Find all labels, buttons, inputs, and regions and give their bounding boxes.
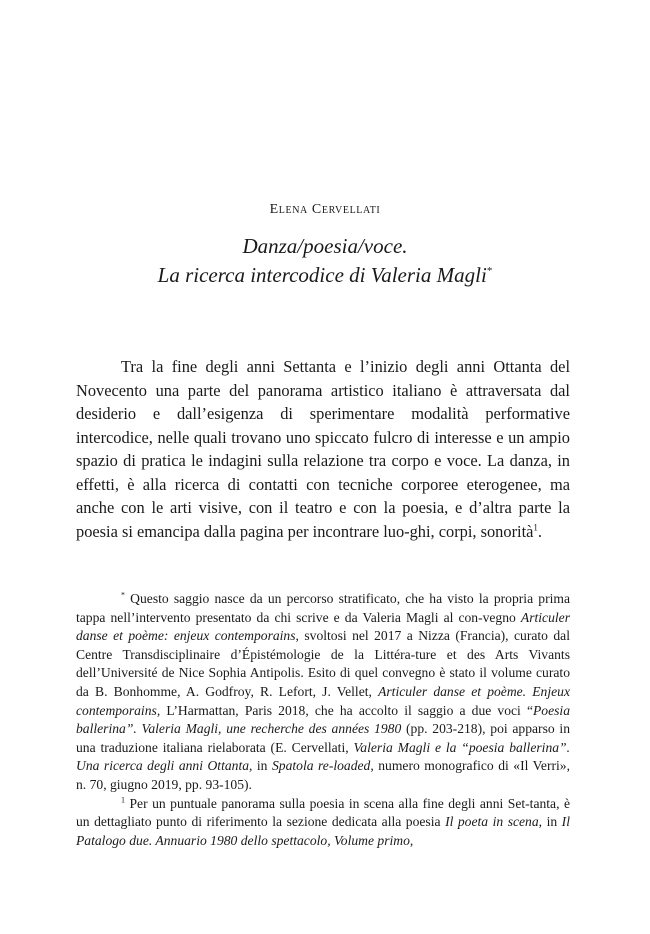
footnote-star-italic-3: Poesia ballerina”. Valeria Magli, une recherche des années 1980 (76, 702, 570, 737)
footnote-star-text-3: , L’Harmattan, Paris 2018, che ha accolto il saggio a due voci “ (156, 702, 533, 718)
footnote-star-text-6: , numero monografico di «Il Verri», n. 70, giugno 2019, pp. 93-105). (76, 758, 570, 792)
footnote-1-marker: 1 (121, 795, 125, 804)
footnote-1-text-2: , in (538, 814, 562, 830)
footnote-star-text-2: , svoltosi nel 2017 a Nizza (Francia), curato dal Centre Transdisciplinaire d’Épistémologie de la Littéra-ture et des Arts Vivants dell’Université de Nice Sophia Antipolis. Esito di quel convegno è stato il volume curato da B. Bonhomme, A. Godfroy, R. Lefort, J. Vellet, (76, 628, 570, 699)
footnote-1-italic-2: Il Patalogo due. Annuario 1980 dello spettacolo, Volume primo (76, 814, 570, 848)
author-name: Elena Cervellati (269, 202, 381, 217)
footnote-star-text-4: (pp. 203-218), poi apparso in una traduzione italiana rielaborata (E. Cervellati, (76, 721, 570, 755)
article-title (0, 232, 650, 290)
footnote-star-italic-1: Articuler danse et poème: enjeux contemporains (76, 609, 570, 644)
body-paragraph-text: Tra la fine degli anni Settanta e l’inizio degli anni Ottanta del Novecento una parte del panorama artistico italiano è attraversata dal desiderio e dall’esigenza di sperimentare modalità performative intercodice, nelle quali trovano uno spiccato fulcro di interesse e un ampio spazio di pratica le indagini sulla relazione tra corpo e voce. La danza, in effetti, è alla ricerca di contatti con tecniche corporee eterogenee, ma anche con le arti visive, con il teatro e con la poesia, e d’altra parte la poesia si emancipa dalla pagina per incontrare luo-ghi, corpi, sonorità (76, 357, 570, 541)
title-line-1: Danza/poesia/voce. (242, 234, 408, 258)
footnote-star-italic-5: Spatola re-loaded (271, 758, 371, 774)
body-text (76, 355, 570, 543)
footnote-1-text-3: , (409, 832, 414, 848)
footnote-star-text-1: Questo saggio nasce da un percorso stratificato, che ha visto la propria prima tappa nell’intervento presentato da chi scrive e da Valeria Magli al con-vegno (76, 591, 570, 625)
footnote-star-text-5: , in (249, 758, 272, 774)
footnote-1 (76, 795, 570, 851)
footnotes (76, 590, 570, 850)
title-footnote-marker: * (486, 265, 493, 277)
footnote-star-marker: * (121, 590, 125, 600)
body-paragraph: Tra la fine degli anni Settanta e l’inizio degli anni Ottanta del Novecento una parte del panorama artistico italiano è attraversata dal desiderio e dall’esigenza di sperimentare modalità performative intercodice, nelle quali trovano uno spiccato fulcro di interesse e un ampio spazio di pratica le indagini sulla relazione tra corpo e voce. La danza, in effetti, è alla ricerca di contatti con tecniche corporee eterogenee, ma anche con le arti visive, con il teatro e con la poesia, e d’altra parte la poesia si emancipa dalla pagina per incontrare luo-ghi, corpi, sonorità$^1$. (76, 357, 570, 541)
footnote-reference-1: 1 (533, 522, 538, 533)
footnote-star-italic-4: Valeria Magli e la “poesia ballerina”. Una ricerca degli anni Ottanta (76, 739, 570, 774)
footnote-1-italic-1: Il poeta in scena (445, 814, 539, 830)
footnote-star (76, 590, 570, 795)
title-line-2 (0, 261, 650, 290)
footnote-1-text-1: Per un puntuale panorama sulla poesia in scena alla fine degli anni Set-tanta, è un dettagliato punto di riferimento la sezione dedicata alla poesia (76, 795, 571, 830)
title-line-2-text: La ricerca intercodice di Valeria Magli (157, 263, 487, 287)
footnote-star-italic-2: Articuler danse et poème. Enjeux contemporains (76, 683, 570, 718)
